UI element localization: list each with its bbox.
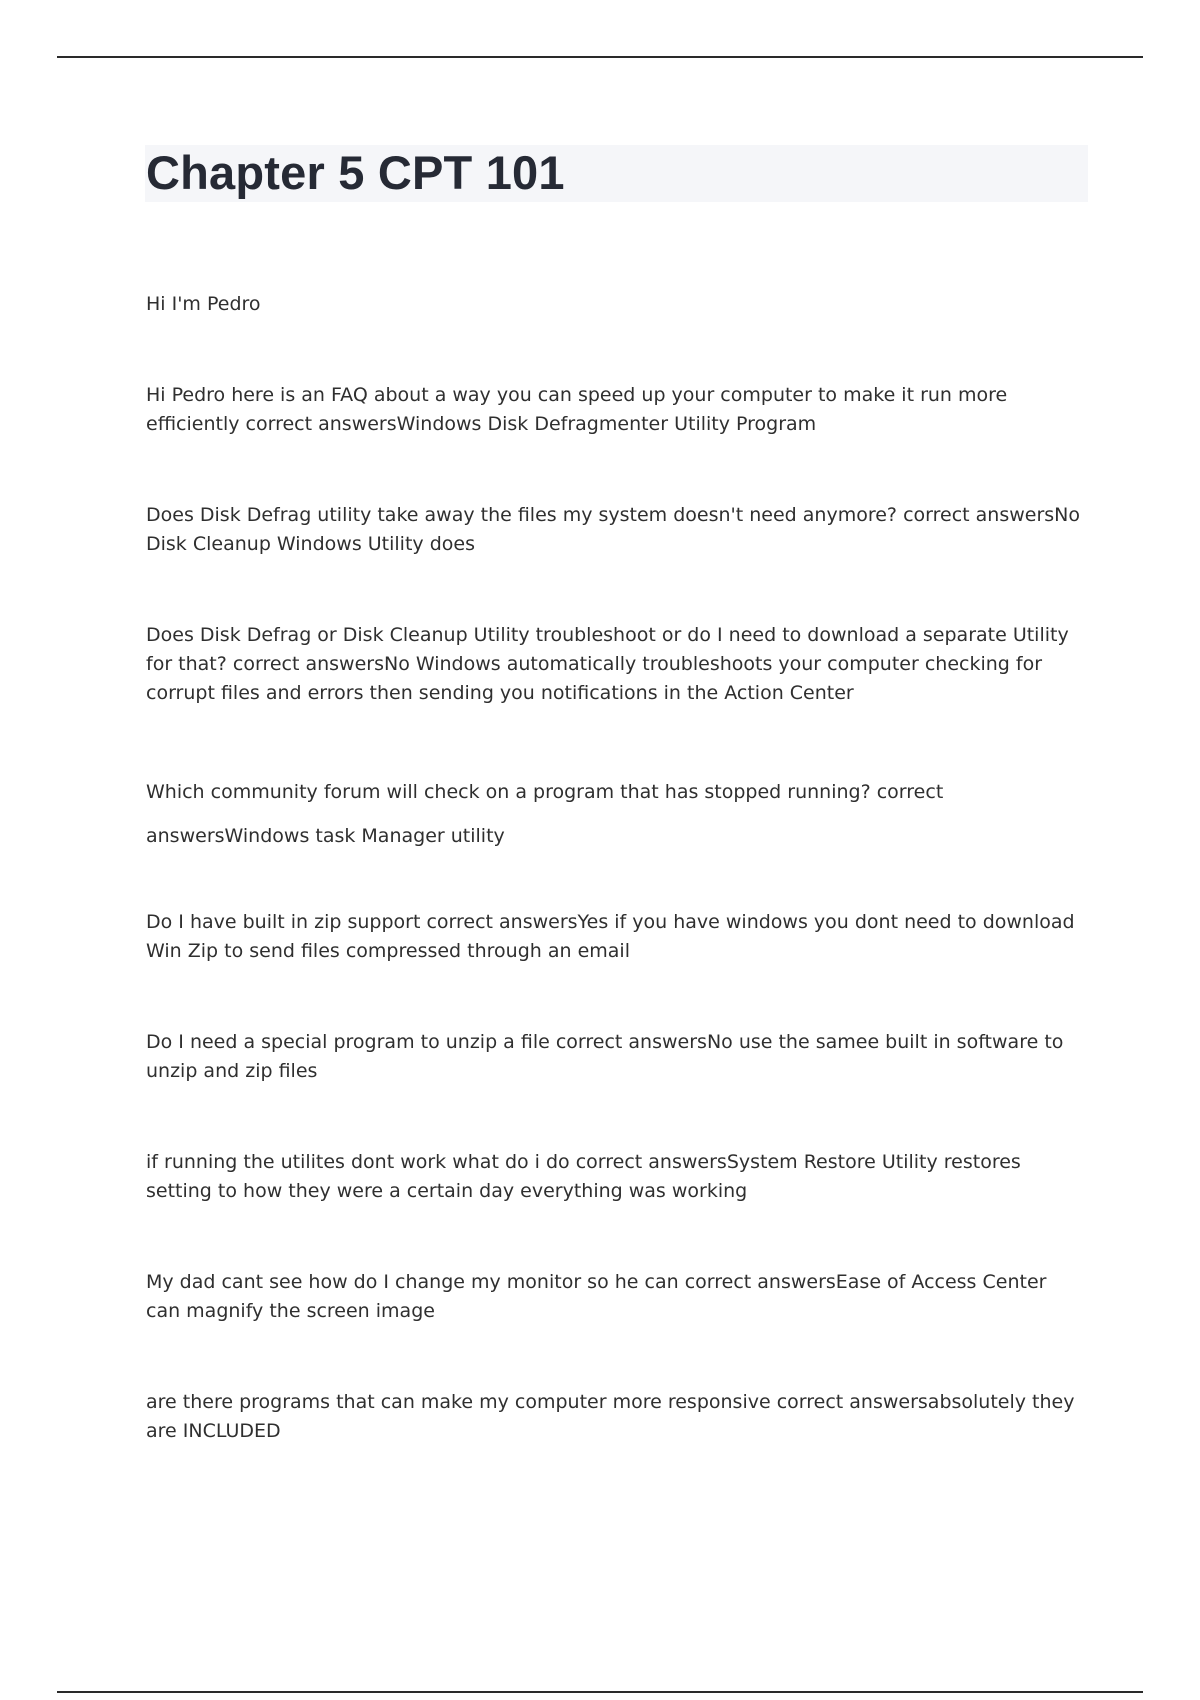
qa-item: [146, 1028, 1086, 1086]
document-title: Chapter 5 CPT 101: [146, 146, 565, 199]
answer-marker: correct answers: [245, 413, 397, 435]
answer-marker: correct answers: [555, 1031, 707, 1053]
qa-item: [146, 1388, 1086, 1446]
question-text: Which community forum will check on a program that has stopped running?: [146, 781, 871, 803]
question-text: are there programs that can make my computer more responsive: [146, 1391, 771, 1413]
qa-item: [146, 1148, 1086, 1206]
question-text: Does Disk Defrag utility take away the files my system doesn't need anymore?: [146, 504, 898, 526]
qa-item: [146, 908, 1086, 966]
question-text: My dad cant see how do I change my monitor so he can: [146, 1271, 679, 1293]
question-text: if running the utilites dont work what do i do: [146, 1151, 570, 1173]
answer-text: absolutely they are INCLUDED: [146, 1391, 1075, 1442]
qa-item: [146, 381, 1086, 439]
qa-item: [146, 501, 1086, 559]
document-body: [146, 290, 1086, 1508]
question-text: Hi Pedro here is an FAQ about a way you can speed up your computer to make it run more efficiently: [146, 384, 1008, 435]
answer-text: System Restore Utility restores setting to how they were a certain day everything was working: [146, 1151, 1021, 1202]
answer-text: Windows task Manager utility: [224, 825, 505, 847]
answer-text: No Disk Cleanup Windows Utility does: [146, 504, 1080, 555]
answer-text: No use the samee built in software to unzip and zip files: [146, 1031, 1064, 1082]
answer-marker: correct answers: [426, 911, 578, 933]
answer-marker: correct answers: [903, 504, 1055, 526]
answer-marker: correct answers: [232, 653, 384, 675]
answer-marker: correct answers: [684, 1271, 836, 1293]
qa-item: [146, 770, 1086, 858]
qa-item: [146, 1268, 1086, 1326]
answer-marker: correct answers: [776, 1391, 928, 1413]
question-text: Do I need a special program to unzip a file: [146, 1031, 550, 1053]
question-text: Does Disk Defrag or Disk Cleanup Utility troubleshoot or do I need to download a separate Utility for that?: [146, 624, 1069, 675]
greeting-text: Hi I'm Pedro: [146, 293, 261, 315]
answer-text: Ease of Access Center can magnify the screen image: [146, 1271, 1047, 1322]
answer-text: No Windows automatically troubleshoots your computer checking for corrupt files and errors then sending you notifications in the Action Center: [146, 653, 1043, 704]
answer-text: Windows Disk Defragmenter Utility Program: [396, 413, 817, 435]
question-text: Do I have built in zip support: [146, 911, 421, 933]
answer-marker: correct answers: [146, 781, 944, 847]
bottom-rule: [57, 1691, 1143, 1693]
qa-item: [146, 621, 1086, 708]
answer-marker: correct answers: [575, 1151, 727, 1173]
top-rule: [57, 56, 1143, 58]
answer-text: Yes if you have windows you dont need to download Win Zip to send files compressed through an email: [146, 911, 1075, 962]
